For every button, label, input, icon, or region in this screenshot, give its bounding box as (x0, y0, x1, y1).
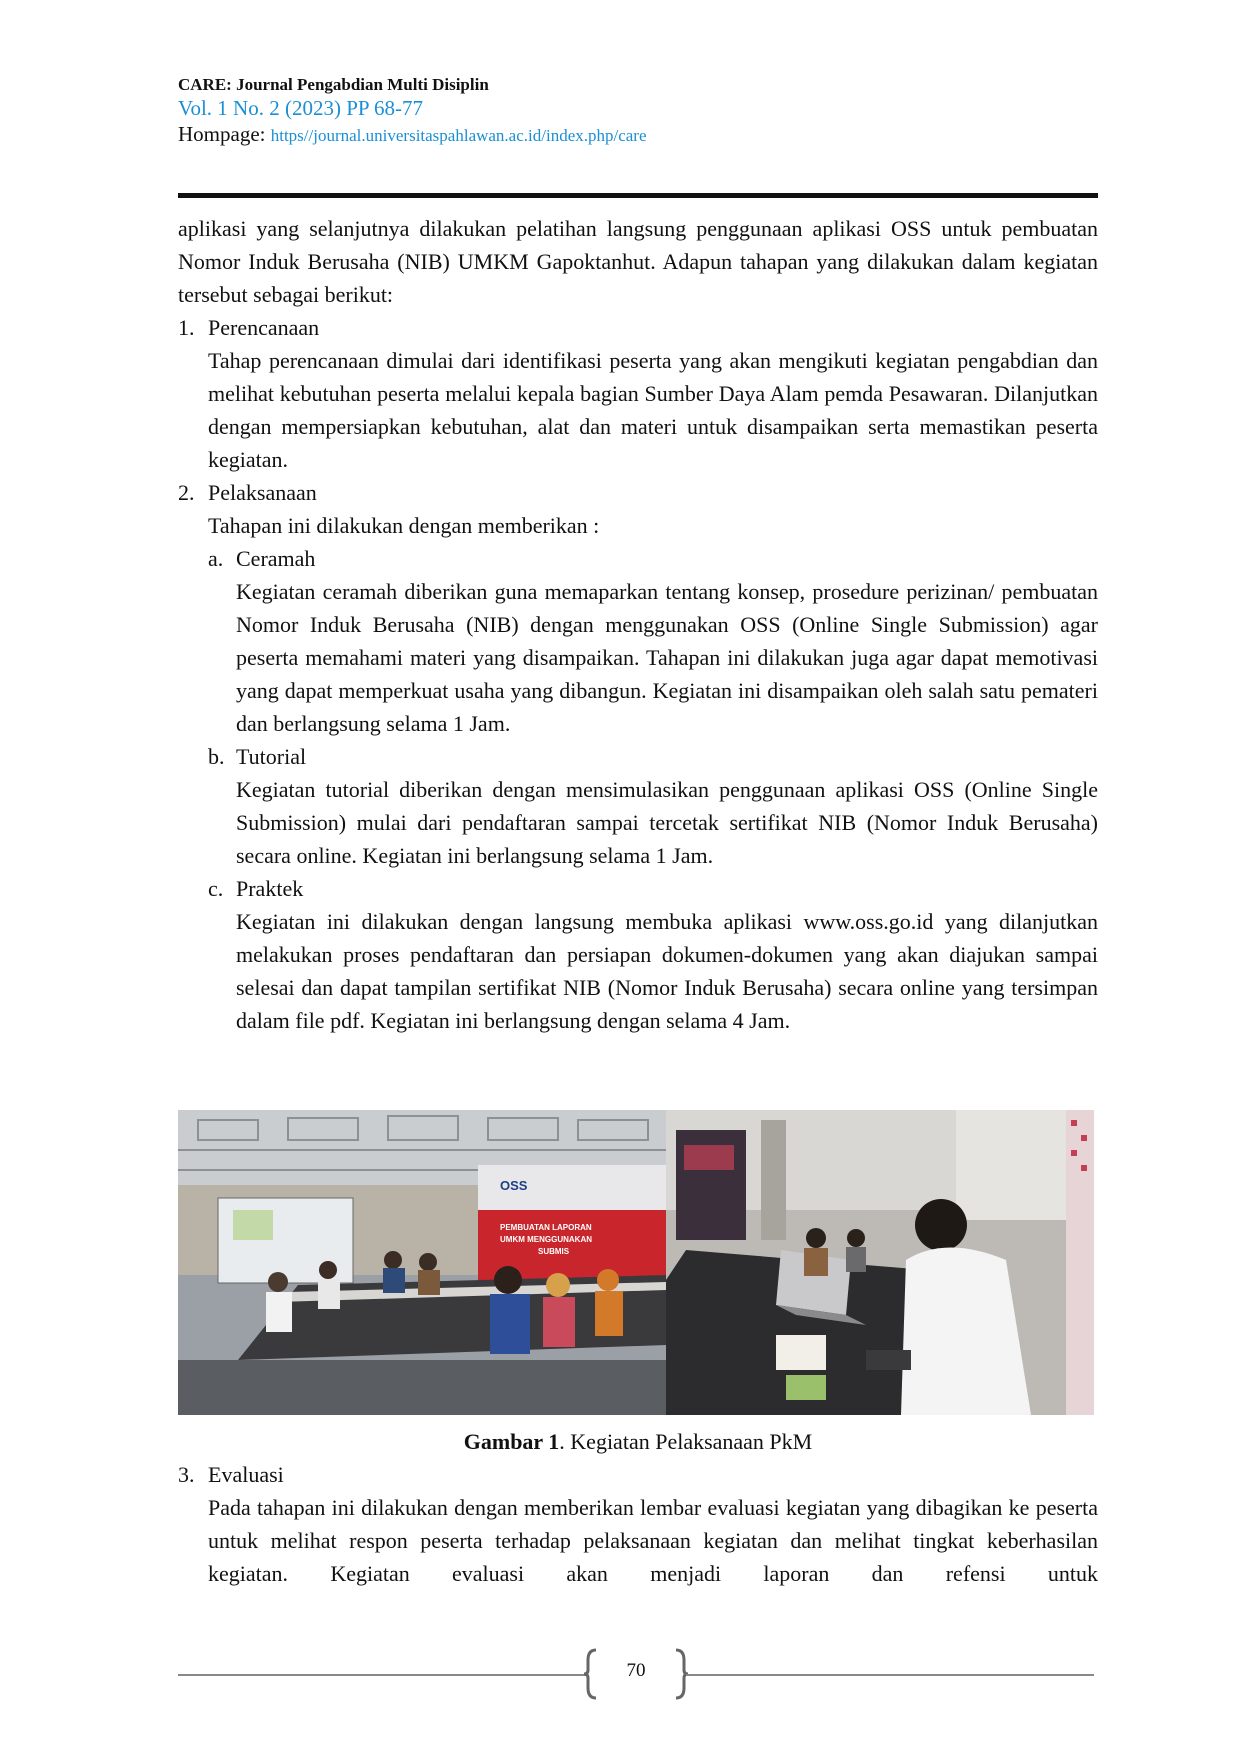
homepage-url[interactable]: https//journal.universitaspahlawan.ac.id/index.php/care (270, 126, 647, 145)
list-number: 1. (178, 315, 195, 340)
sublist-letter: a. (208, 546, 224, 571)
page-number: 70 (626, 1660, 646, 1681)
journal-name: CARE: Journal Pengabdian Multi Disiplin (178, 75, 489, 94)
svg-text:SUBMIS: SUBMIS (538, 1247, 570, 1256)
sublist-item-title: Ceramah (236, 546, 316, 571)
sublist-item-text: Kegiatan tutorial diberikan dengan mensimulasikan penggunaan aplikasi OSS (Online Single Submission) mulai dari pendaftaran sampai tercetak sertifikat NIB (Nomor Induk Berusaha) secara online. Kegiatan ini berlangsung selama 1 Jam. (236, 777, 1098, 868)
page-footer (178, 1640, 1094, 1700)
list-item-text: Pada tahapan ini dilakukan dengan memberikan lembar evaluasi kegiatan yang dibagikan ke peserta untuk melihat respon peserta terhadap pelaksanaan kegiatan dan melihat tingkat keberhasilan kegiatan. Kegiatan evaluasi akan menjadi laporan dan refensi untuk (208, 1495, 1098, 1586)
list-item-text: Tahap perencanaan dimulai dari identifikasi peserta yang akan mengikuti kegiatan pengabdian dan melihat kebutuhan peserta melalui kepala bagian Sumber Daya Alam pemda Pesawaran. Dilanjutkan dengan mempersiapkan kebutuhan, alat dan materi untuk disampaikan serta memastikan peserta kegiatan. (208, 348, 1098, 472)
sublist-item-praktek (208, 872, 1098, 1037)
list-number: 3. (178, 1462, 195, 1487)
sublist-letter: b. (208, 744, 225, 769)
intro-paragraph: aplikasi yang selanjutnya dilakukan pelatihan langsung penggunaan aplikasi OSS untuk pembuatan Nomor Induk Berusaha (NIB) UMKM Gapoktanhut. Adapun tahapan yang dilakukan dalam kegiatan tersebut sebagai berikut: (178, 216, 1098, 307)
footer-rule-left (178, 1674, 586, 1676)
figure-caption (178, 1427, 1098, 1457)
svg-text:UMKM MENGGUNAKAN: UMKM MENGGUNAKAN (500, 1235, 592, 1244)
homepage-label: Hompage: (178, 122, 266, 146)
body-text (178, 212, 1098, 1037)
list-item-text: Tahapan ini dilakukan dengan memberikan : (208, 513, 600, 538)
photo-meeting-room-right (666, 1110, 1094, 1415)
journal-header (178, 74, 1098, 149)
sublist-item-title: Praktek (236, 876, 304, 901)
photo-meeting-room-left (178, 1110, 666, 1415)
sublist-letter: c. (208, 876, 224, 901)
footer-rule-right (686, 1674, 1094, 1676)
list-item-pelaksanaan (178, 476, 1098, 542)
list-item-evaluasi (178, 1458, 1098, 1590)
journal-homepage (178, 121, 1098, 149)
sublist (178, 542, 1098, 1037)
sublist-item-text: Kegiatan ini dilakukan dengan langsung membuka aplikasi www.oss.go.id yang dilanjutkan melakukan proses pendaftaran dan persiapan dokumen-dokumen yang akan diajukan sampai selesai dan dapat tampilan sertifikat NIB (Nomor Induk Berusaha) secara online yang tersimpan dalam file pdf. Kegiatan ini berlangsung dengan selama 4 Jam. (236, 909, 1098, 1033)
list-item-title: Evaluasi (208, 1462, 284, 1487)
caption-text: . Kegiatan Pelaksanaan PkM (559, 1429, 813, 1454)
caption-label: Gambar 1 (463, 1429, 560, 1454)
list-item-perencanaan (178, 311, 1098, 476)
sublist-item-title: Tutorial (236, 744, 307, 769)
sublist-item-tutorial (208, 740, 1098, 872)
figure-1 (178, 1110, 1094, 1415)
body-text-continued (178, 1458, 1098, 1590)
screen-text-left: PEMBUATAN LAPORAN (500, 1223, 592, 1232)
sublist-item-text: Kegiatan ceramah diberikan guna memaparkan tentang konsep, prosedure perizinan/ pembuatan Nomor Induk Berusaha (NIB) dengan menggunakan OSS (Online Single Submission) agar peserta memahami materi yang disampaikan. Tahapan ini dilakukan juga agar dapat memotivasi yang dapat memperkuat usaha yang dibangun. Kegiatan ini disampaikan oleh salah satu pemateri dan berlangsung selama 1 Jam. (236, 579, 1098, 736)
header-rule (178, 193, 1098, 198)
journal-volume: Vol. 1 No. 2 (2023) PP 68-77 (178, 96, 424, 120)
list-item-title: Perencanaan (208, 315, 320, 340)
screen-logo-oss: OSS (500, 1178, 528, 1193)
sublist-item-ceramah (208, 542, 1098, 740)
list-number: 2. (178, 480, 195, 505)
list-item-title: Pelaksanaan (208, 480, 317, 505)
